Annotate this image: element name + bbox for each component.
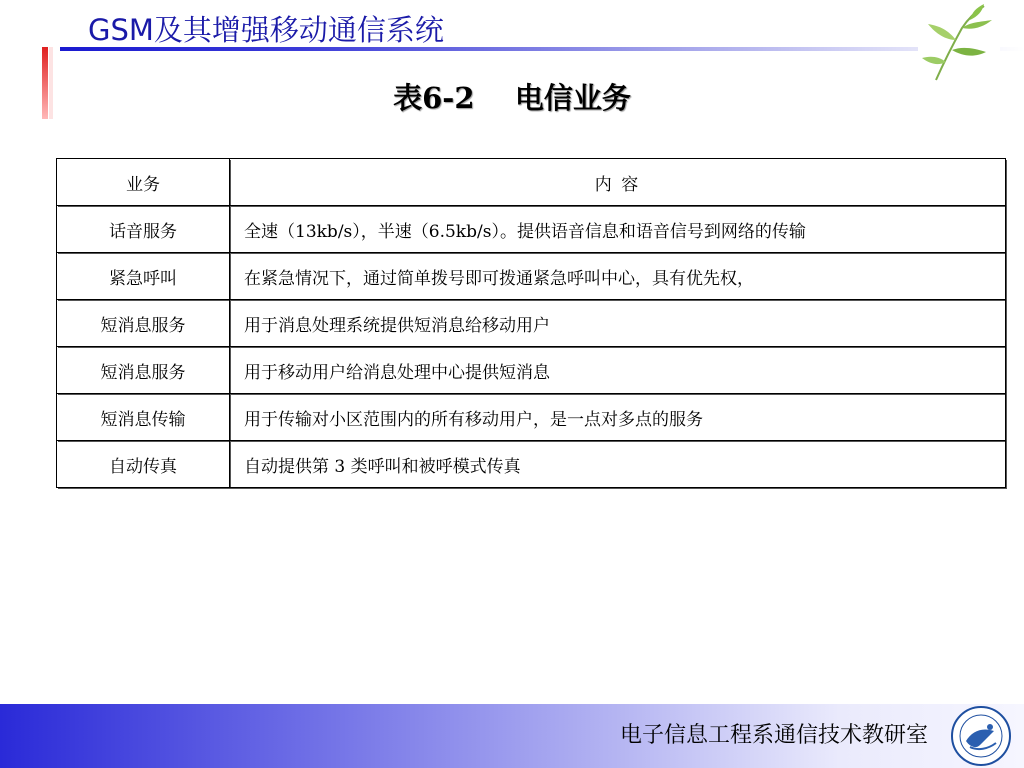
content-cell: 自动提供第 3 类呼叫和被呼模式传真 — [230, 441, 1006, 488]
university-seal-icon — [950, 705, 1012, 767]
table-header-row — [57, 159, 1006, 206]
table-row — [57, 253, 1006, 300]
content-cell: 在紧急情况下，通过简单拨号即可拨通紧急呼叫中心，具有优先权， — [230, 253, 1006, 300]
footer-department-label: 电子信息工程系通信技术教研室 — [619, 723, 928, 748]
header-title: GSM及其增强移动通信系统 — [88, 13, 444, 47]
content-cell: 用于移动用户给消息处理中心提供短消息 — [230, 347, 1006, 394]
service-cell: 短消息服务 — [57, 300, 230, 347]
content-cell: 全速（13kb/s），半速（6.5kb/s）。提供语音信息和语音信号到网络的传输 — [230, 206, 1006, 253]
content-cell: 用于传输对小区范围内的所有移动用户，是一点对多点的服务 — [230, 394, 1006, 441]
header-cell-service: 业务 — [57, 159, 230, 206]
table-row — [57, 347, 1006, 394]
content-cell: 用于消息处理系统提供短消息给移动用户 — [230, 300, 1006, 347]
services-table-container — [56, 158, 1006, 488]
service-cell: 短消息传输 — [57, 394, 230, 441]
slide-title: 表6-2 电信业务 — [393, 81, 631, 115]
table-row — [57, 300, 1006, 347]
service-cell: 紧急呼叫 — [57, 253, 230, 300]
header-rule — [60, 47, 1024, 51]
bamboo-leaf-icon — [918, 2, 1000, 86]
table-row — [57, 441, 1006, 488]
service-cell: 话音服务 — [57, 206, 230, 253]
service-cell: 短消息服务 — [57, 347, 230, 394]
service-cell: 自动传真 — [57, 441, 230, 488]
table-row — [57, 394, 1006, 441]
services-table — [56, 158, 1006, 488]
table-row — [57, 206, 1006, 253]
header-cell-content: 内 容 — [230, 159, 1006, 206]
